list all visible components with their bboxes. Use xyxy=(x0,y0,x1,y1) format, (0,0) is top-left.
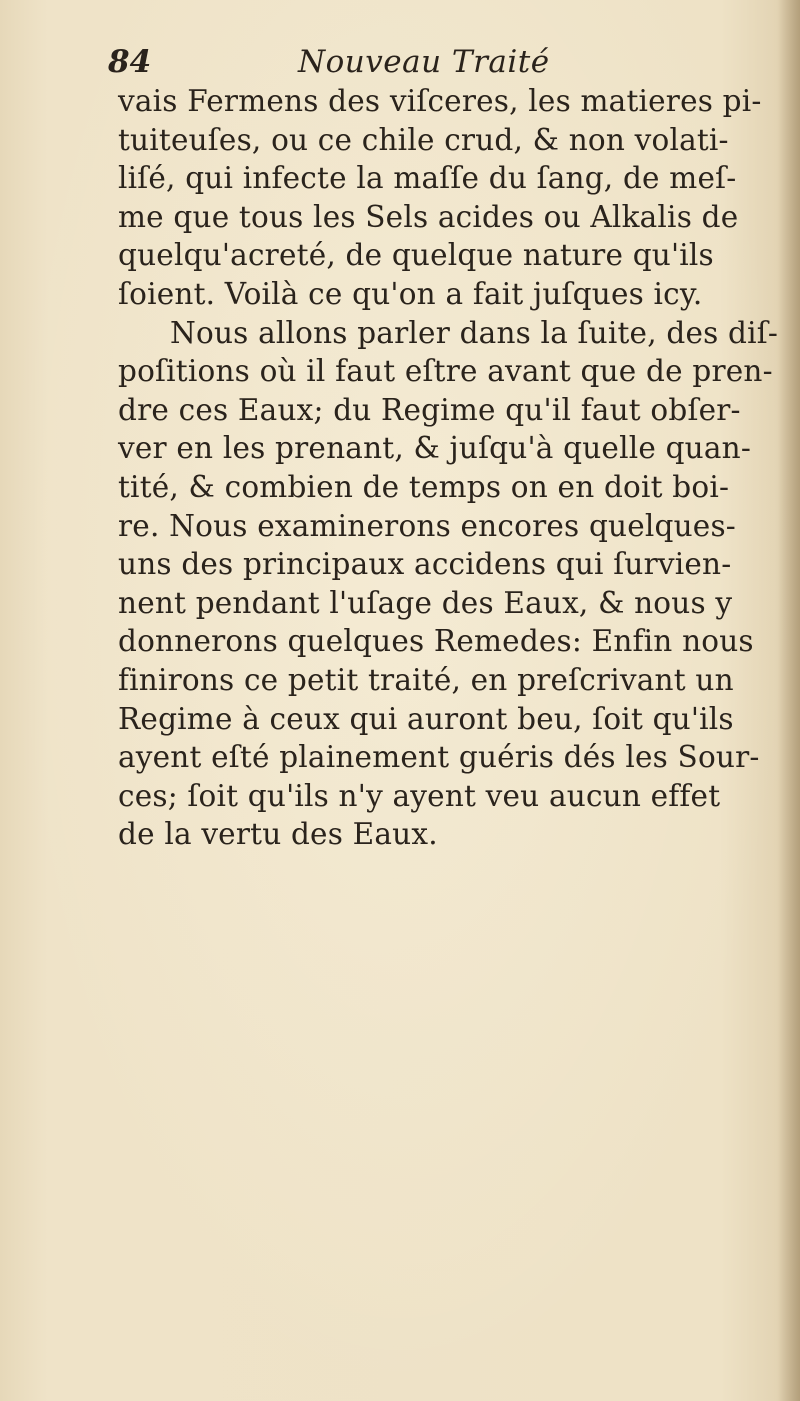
text-line: ayent eſté plainement guéris dés les Sour- xyxy=(118,740,760,775)
text-line: tuiteuſes, ou ce chile crud, & non volati- xyxy=(118,122,729,157)
text-line: re. Nous examinerons encores quelques- xyxy=(118,508,736,543)
text-line: liſé, qui infecte la maſſe du ſang, de meſ- xyxy=(118,161,737,196)
text-line: donnerons quelques Remedes: Enfin nous xyxy=(118,624,754,659)
text-line: ſoient. Voilà ce qu'on a fait juſques icy. xyxy=(118,276,703,311)
text-line: quelqu'acreté, de quelque nature qu'ils xyxy=(118,238,714,273)
text-line: uns des principaux accidens qui ſurvien- xyxy=(118,547,732,582)
text-line: Regime à ceux qui auront beu, ſoit qu'ils xyxy=(118,701,734,736)
text-line: ver en les prenant, & juſqu'à quelle quan- xyxy=(118,431,752,466)
page-gutter-shadow xyxy=(778,0,800,1401)
running-title: Nouveau Traité xyxy=(298,44,550,80)
text-line: tité, & combien de temps on en doit boi- xyxy=(118,469,730,504)
text-line: poſitions où il faut eſtre avant que de pren- xyxy=(118,354,773,389)
text-line: de la vertu des Eaux. xyxy=(118,817,438,852)
page-number: 84 xyxy=(108,44,152,80)
text-line: me que tous les Sels acides ou Alkalis de xyxy=(118,199,739,234)
text-line: nent pendant l'uſage des Eaux, & nous y xyxy=(118,585,733,620)
body-text xyxy=(118,82,779,854)
text-line: ces; ſoit qu'ils n'y ayent veu aucun effet xyxy=(118,778,721,813)
text-line: vais Fermens des viſceres, les matieres pi- xyxy=(118,84,762,118)
text-line: dre ces Eaux; du Regime qu'il faut obſer- xyxy=(118,392,741,427)
text-line: finirons ce petit traité, en preſcrivant un xyxy=(118,662,734,697)
paragraph-start-line: Nous allons parler dans la ſuite, des diſ- xyxy=(170,315,779,350)
